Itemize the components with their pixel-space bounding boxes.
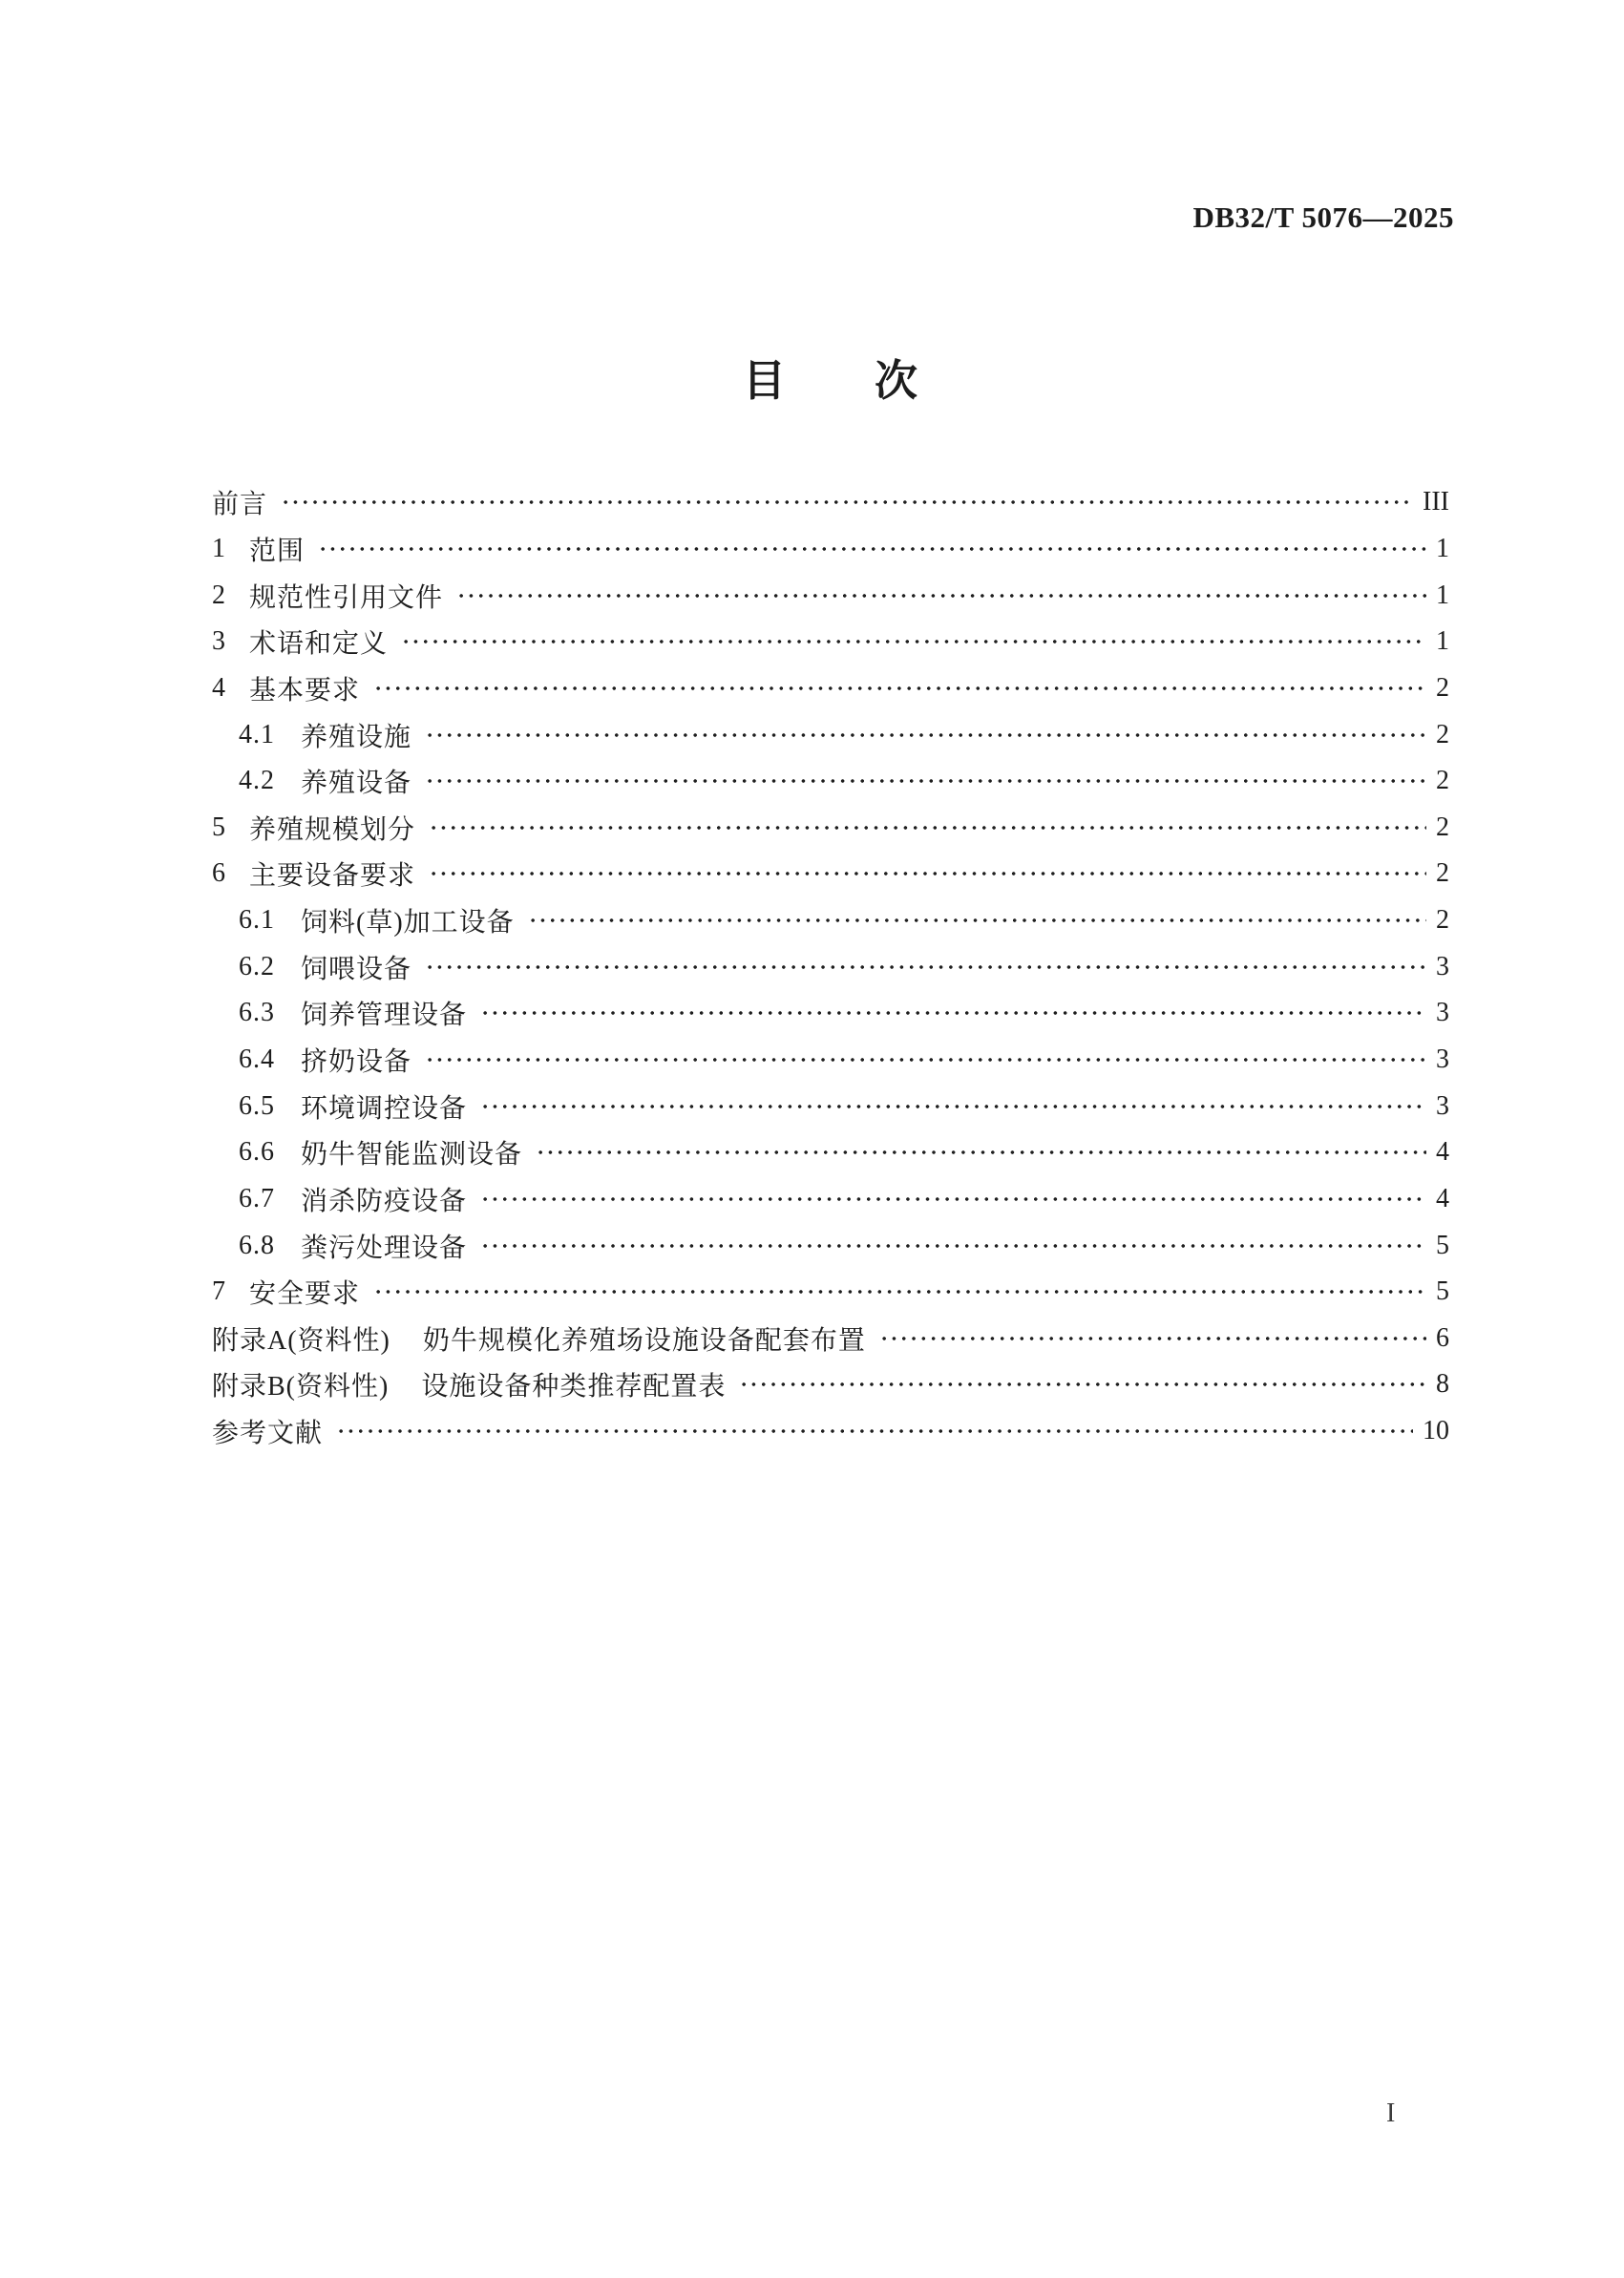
dotted-leader [318, 546, 1426, 552]
toc-entry-number: 4.2 [239, 766, 275, 796]
toc-entry-number: 2 [212, 580, 226, 610]
dotted-leader [401, 639, 1426, 644]
dotted-leader [425, 778, 1426, 784]
dotted-leader [536, 1150, 1426, 1155]
toc-entry-label: 范围 [249, 536, 306, 566]
toc-entry [212, 479, 1449, 526]
toc-entry [212, 943, 1449, 990]
toc-entry-number: 6.3 [239, 998, 275, 1028]
dotted-leader [373, 686, 1426, 691]
toc-entry-page: 2 [1436, 858, 1449, 889]
toc-entry [212, 526, 1449, 573]
toc-entry-page: 6 [1436, 1322, 1449, 1353]
toc-entry-number: 5 [212, 812, 226, 842]
toc-entry-page: 3 [1436, 951, 1449, 981]
toc-entry-label: 设施设备种类推荐配置表 [421, 1372, 727, 1403]
toc-entry [212, 1361, 1449, 1408]
dotted-leader [456, 593, 1426, 599]
toc-entry-page: 5 [1436, 1230, 1449, 1260]
dotted-leader [373, 1289, 1426, 1295]
toc-entry-label: 饲料(草)加工设备 [301, 908, 515, 939]
toc-entry-label: 前言 [212, 490, 268, 520]
toc-entry [212, 1176, 1449, 1223]
toc-entry [212, 572, 1449, 619]
toc-entry-number: 6.8 [239, 1230, 275, 1260]
toc-entry [212, 1037, 1449, 1084]
toc-entry-number: 1 [212, 533, 226, 563]
toc-entry-label: 养殖设施 [301, 722, 412, 752]
toc-entry-page: 4 [1436, 1137, 1449, 1168]
toc-entry-page: 3 [1436, 998, 1449, 1028]
toc-entry [212, 1129, 1449, 1176]
toc-entry [212, 851, 1449, 897]
toc-entry-page: 1 [1436, 580, 1449, 610]
toc-entry [212, 711, 1449, 758]
toc-entry-label: 术语和定义 [249, 629, 389, 660]
toc-entry-number: 6.1 [239, 905, 275, 936]
toc-entry-page: 2 [1436, 766, 1449, 796]
footer-page-number: I [1386, 2099, 1396, 2128]
toc-entry-page: 5 [1436, 1276, 1449, 1307]
toc-entry-label: 养殖设备 [301, 769, 412, 799]
toc-entry-page: 3 [1436, 1090, 1449, 1121]
toc-entry-label: 环境调控设备 [301, 1093, 468, 1124]
dotted-leader [336, 1428, 1413, 1434]
toc-entry-label: 奶牛智能监测设备 [301, 1140, 523, 1171]
toc-entry-label: 粪污处理设备 [301, 1233, 468, 1263]
toc-entry [212, 1316, 1449, 1362]
toc-entry-page: 4 [1436, 1183, 1449, 1213]
dotted-leader [429, 871, 1426, 876]
toc-entry-label: 主要设备要求 [249, 861, 416, 892]
dotted-leader [480, 1196, 1426, 1202]
toc-entry-page: 3 [1436, 1044, 1449, 1074]
toc-entry-label: 安全要求 [249, 1279, 361, 1310]
toc-entry-number: 6 [212, 858, 226, 889]
toc-entry-label: 饲养管理设备 [301, 1001, 468, 1031]
toc-entry [212, 619, 1449, 665]
toc-entry-number: 6.4 [239, 1044, 275, 1074]
dotted-leader [425, 1057, 1426, 1063]
dotted-leader [425, 964, 1426, 970]
toc-entry-page: 1 [1436, 626, 1449, 657]
dotted-leader [480, 1010, 1426, 1016]
toc-entry-label: 挤奶设备 [301, 1047, 412, 1077]
toc-entry-page: 1 [1436, 533, 1449, 563]
toc-entry-page: III [1423, 487, 1449, 517]
dotted-leader [480, 1104, 1426, 1109]
toc-entry-number: 附录A(资料性) [212, 1325, 390, 1356]
toc-list [212, 479, 1449, 1454]
dotted-leader [879, 1336, 1426, 1341]
toc-entry-label: 养殖规模划分 [249, 814, 416, 845]
dotted-leader [281, 499, 1413, 505]
toc-entry-number: 7 [212, 1276, 226, 1307]
toc-entry [212, 1269, 1449, 1316]
toc-entry [212, 1083, 1449, 1129]
toc-entry-label: 消杀防疫设备 [301, 1186, 468, 1216]
toc-entry-label: 参考文献 [212, 1419, 324, 1449]
dotted-leader [739, 1382, 1426, 1387]
toc-entry-number: 6.5 [239, 1090, 275, 1121]
toc-entry-label: 饲喂设备 [301, 954, 412, 984]
toc-entry [212, 758, 1449, 805]
toc-entry-page: 10 [1423, 1416, 1449, 1446]
toc-entry-page: 8 [1436, 1369, 1449, 1400]
toc-entry-number: 6.7 [239, 1183, 275, 1213]
toc-entry-number: 6.2 [239, 951, 275, 981]
dotted-leader [429, 825, 1426, 831]
page-title: 目 次 [742, 357, 918, 405]
dotted-leader [480, 1243, 1426, 1249]
toc-entry-number: 3 [212, 626, 226, 657]
toc-entry-number: 4.1 [239, 719, 275, 749]
toc-entry-page: 2 [1436, 905, 1449, 936]
toc-entry-label: 奶牛规模化养殖场设施设备配套布置 [422, 1325, 866, 1356]
toc-entry [212, 665, 1449, 712]
doc-code: DB32/T 5076—2025 [1192, 200, 1454, 234]
toc-entry-number: 4 [212, 672, 226, 703]
toc-entry-page: 2 [1436, 719, 1449, 749]
toc-entry-number: 附录B(资料性) [212, 1372, 390, 1403]
toc-entry-page: 2 [1436, 812, 1449, 842]
toc-entry [212, 1222, 1449, 1269]
dotted-leader [425, 732, 1426, 738]
toc-entry-label: 规范性引用文件 [249, 582, 444, 613]
toc-entry-label: 基本要求 [249, 675, 361, 706]
toc-entry [212, 990, 1449, 1037]
dotted-leader [528, 918, 1426, 923]
toc-entry [212, 1408, 1449, 1455]
toc-entry [212, 897, 1449, 944]
toc-entry-number: 6.6 [239, 1137, 275, 1168]
toc-entry [212, 804, 1449, 851]
toc-entry-page: 2 [1436, 672, 1449, 703]
